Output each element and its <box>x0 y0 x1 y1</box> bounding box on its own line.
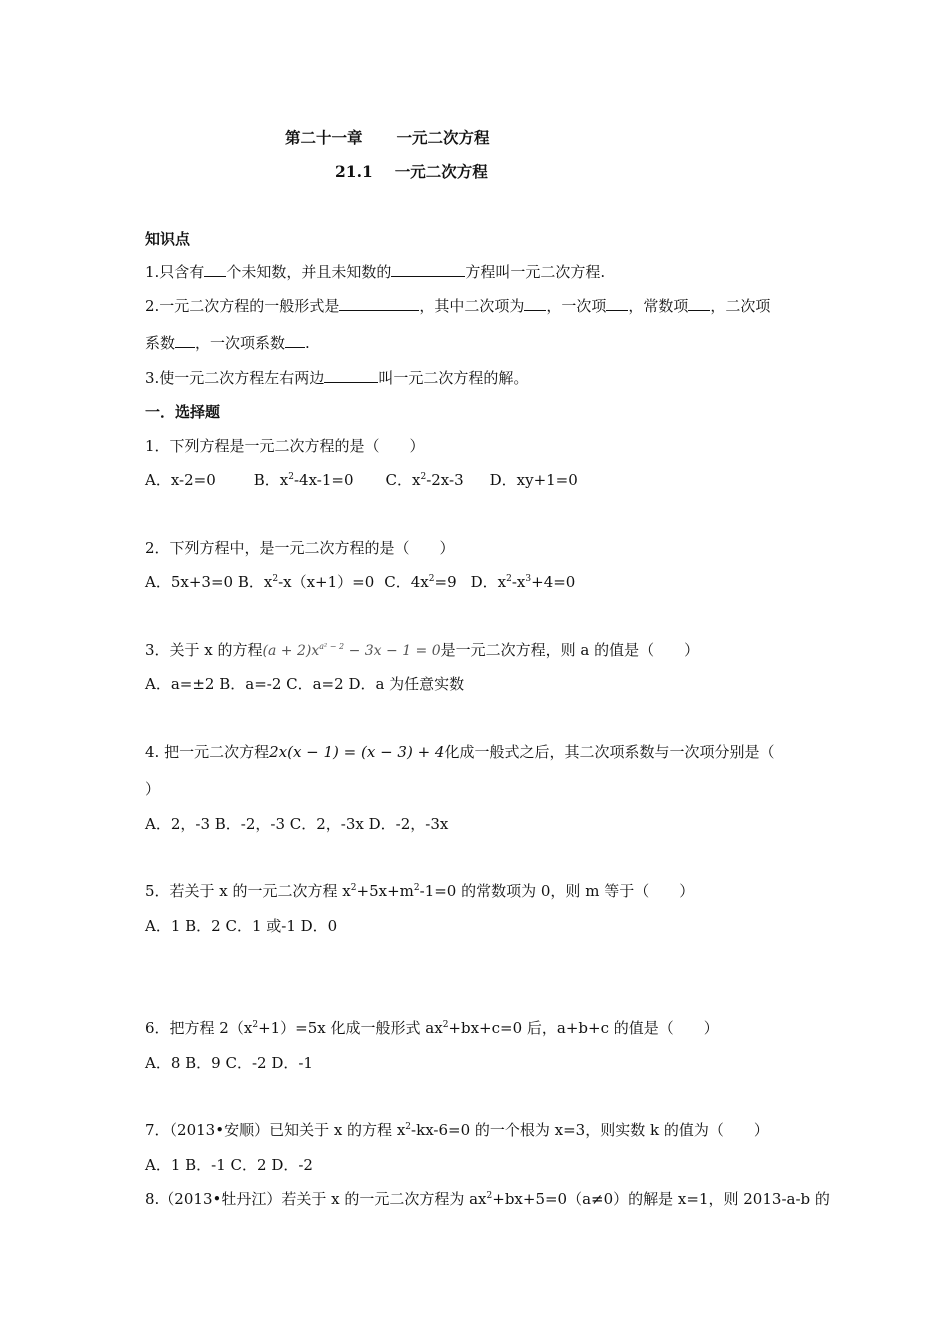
blank <box>688 296 710 311</box>
q1-option-d: D．xy+1=0 <box>489 471 578 489</box>
kp2b-b: ，一次项系数 <box>195 334 286 352</box>
question-4-stem <box>145 742 775 762</box>
question-6-options: A．8 B．9 C．-2 D．-1 <box>145 1054 313 1072</box>
q3-formula: $(a + 2)x^{a^2 - 2} - 3x - 1 = 0$ <box>262 642 441 659</box>
q2-option-b-post: -x（x+1）=0 <box>278 573 375 591</box>
knowledge-point-1 <box>145 262 605 282</box>
q2-option-d-pre: D．x <box>470 573 507 591</box>
q2-option-d-mid: -x <box>511 573 526 591</box>
q4-stem-post: 化成一般式之后，其二次项系数与一次项分别是（ <box>444 743 775 761</box>
kp3-a: 3.使一元二次方程左右两边 <box>145 369 325 387</box>
question-5-options: A．1 B．2 C．1 或-1 D．0 <box>145 917 338 935</box>
blank <box>524 296 546 311</box>
section-title <box>335 160 488 182</box>
blank <box>391 262 465 277</box>
kp2b-a: 系数 <box>145 334 176 352</box>
question-2-options: A．5x+3=0 B．$x^2-x(x+1)=0$ C．$4x^2=9$ D．$x^2-x^3+4=0$ <box>145 573 576 591</box>
kp2-a: 2.一元二次方程的一般形式是 <box>145 297 340 315</box>
question-7-stem: 7．（2013•安顺）已知关于 x 的方程 $x^2-kx-6=0$ 的一个根为 x=3，则实数 k 的值为（ ） <box>145 1121 769 1139</box>
q4-formula: 2x(x − 1) = (x − 3) + 4 <box>269 743 445 761</box>
q1-option-c-pre: C．x <box>385 471 421 489</box>
blank <box>339 296 419 311</box>
question-4-options: A．2，-3 B．-2，-3 C．2，-3x D．-2，-3x <box>145 815 449 833</box>
chapter-label: 第二十一章 <box>285 128 363 147</box>
kp1-b: 个未知数，并且未知数的 <box>226 263 392 281</box>
section-name: 一元二次方程 <box>394 162 488 181</box>
q1-option-b-pre: B．x <box>253 471 289 489</box>
knowledge-point-2-cont <box>145 333 310 353</box>
kp2b-c: . <box>305 334 310 352</box>
knowledge-heading: 知识点 <box>145 230 191 248</box>
q2-option-b-pre: B．x <box>237 573 273 591</box>
question-8-stem: 8.（2013•牡丹江）若关于 x 的一元二次方程为 $ax^2+bx+5=0(a\ne 0)$的解是 x=1，则 2013-a-b 的 <box>145 1190 830 1208</box>
question-1-stem: 1．下列方程是一元二次方程的是（ ） <box>145 437 425 455</box>
blank <box>324 368 378 383</box>
q1-option-c-post: -2x-3 <box>426 471 464 489</box>
kp2-c: ，一次项 <box>546 297 607 315</box>
q3-stem-post: 是一元二次方程，则 a 的值是（ ） <box>440 641 700 659</box>
question-7-options: A．1 B．-1 C．2 D．-2 <box>145 1156 313 1174</box>
q2-option-a: A．5x+3=0 <box>145 573 234 591</box>
blank <box>285 333 305 348</box>
kp2-e: ，二次项 <box>710 297 771 315</box>
kp2-d: ，常数项 <box>628 297 689 315</box>
knowledge-point-3 <box>145 368 528 388</box>
question-1-options: A．x-2=0 B．$x^2-4x-1=0$ C．$x^2-2x-3$ D．xy+1=0 <box>145 471 578 489</box>
question-4-stem-cont: ） <box>145 780 161 798</box>
kp1-a: 1.只含有 <box>145 263 205 281</box>
question-5-stem: 5．若关于 x 的一元二次方程 $x^2+5x+m^2-1=0$ 的常数项为 0，则 m 等于（ ） <box>145 882 695 900</box>
q2-option-c-post: =9 <box>434 573 457 591</box>
question-3-stem <box>145 640 699 661</box>
question-6-stem: 6．把方程 $2(x^2+1)=5x$ 化成一般形式 $ax^2+bx+c=0$ 后，a+b+c 的值是（ ） <box>145 1019 719 1037</box>
blank <box>606 296 628 311</box>
knowledge-point-2 <box>145 296 770 316</box>
q1-option-a: A．x-2=0 <box>145 471 216 489</box>
blank <box>175 333 195 348</box>
section-one-heading: 一．选择题 <box>145 403 221 421</box>
q3-stem-pre: 3．关于 x 的方程 <box>145 641 263 659</box>
q2-option-d-post: +4=0 <box>531 573 576 591</box>
section-number: 21.1 <box>335 162 373 181</box>
blank <box>204 262 226 277</box>
question-2-stem: 2．下列方程中，是一元二次方程的是（ ） <box>145 539 455 557</box>
chapter-title <box>285 126 490 148</box>
q4-stem-pre: 4. 把一元二次方程 <box>145 743 270 761</box>
chapter-name: 一元二次方程 <box>396 128 490 147</box>
kp2-b: ，其中二次项为 <box>419 297 525 315</box>
kp3-b: 叫一元二次方程的解。 <box>378 369 529 387</box>
kp1-c: 方程叫一元二次方程. <box>465 263 606 281</box>
q2-option-c-pre: C．4x <box>384 573 429 591</box>
question-3-options: A．a=±2 B．a=-2 C．a=2 D．a 为任意实数 <box>145 675 465 693</box>
q1-option-b-post: -4x-1=0 <box>293 471 354 489</box>
